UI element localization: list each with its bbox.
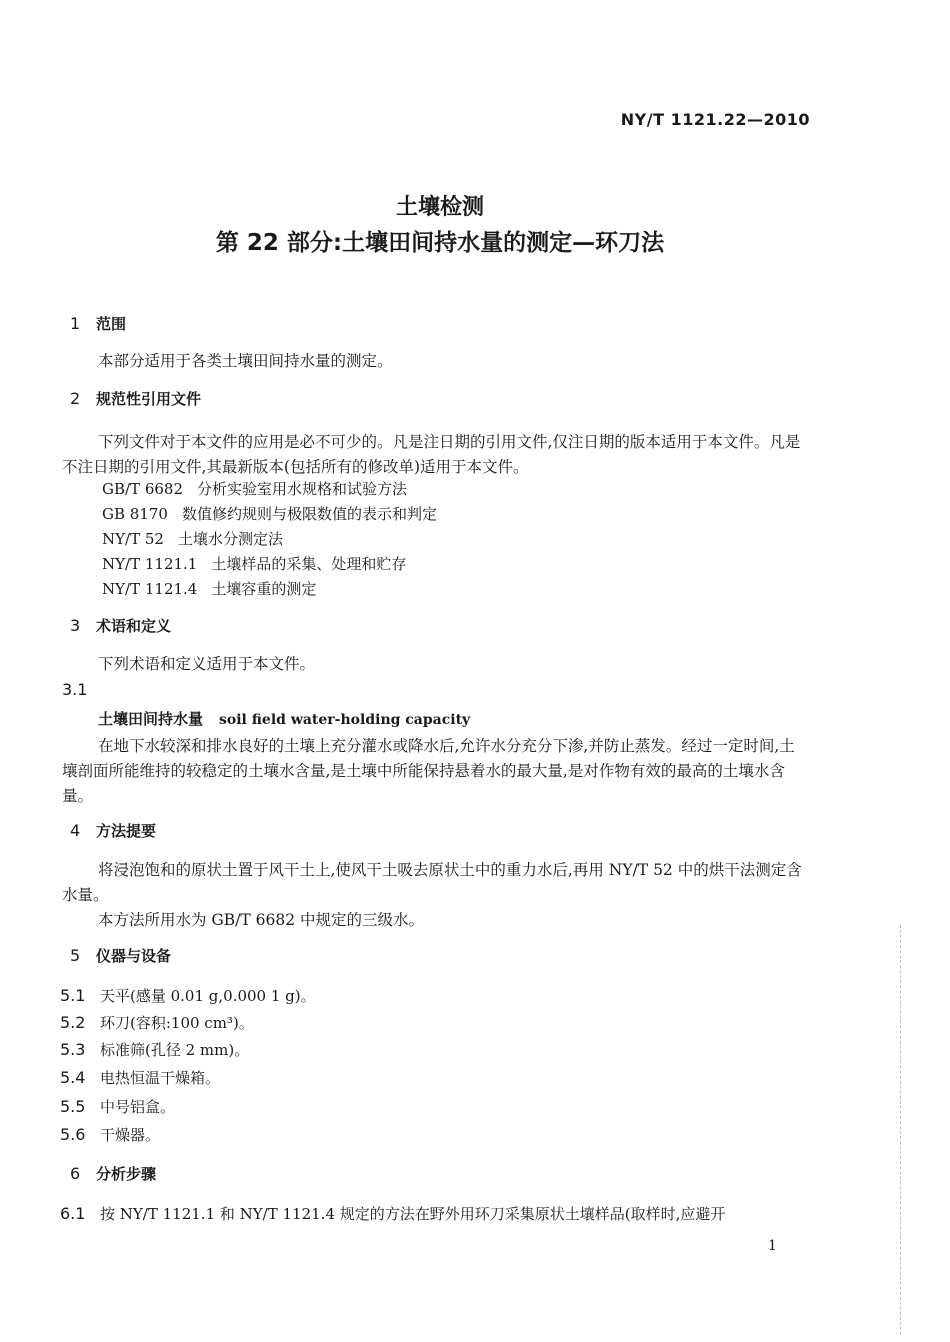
standard-code: NY/T 1121.22—2010 (620, 110, 810, 129)
term-number: 3.1 (62, 680, 88, 699)
scope-paragraph: 本部分适用于各类土壤田间持水量的测定。 (98, 352, 393, 370)
item-text: 电热恒温干燥箱。 (100, 1069, 221, 1087)
section-heading-apparatus (70, 945, 171, 966)
reference-name: 土壤容重的测定 (211, 580, 317, 598)
procedure-item (60, 1203, 725, 1224)
section-title: 仪器与设备 (96, 947, 172, 965)
reference-item (102, 478, 407, 499)
section-title: 分析步骤 (96, 1165, 157, 1183)
page-number: 1 (768, 1238, 777, 1254)
method-paragraph-2: 本方法所用水为 GB/T 6682 中规定的三级水。 (98, 911, 425, 929)
section-number: 4 (70, 821, 81, 840)
scan-edge-line (900, 925, 901, 1335)
term-heading (98, 708, 470, 729)
reference-name: 分析实验室用水规格和试验方法 (197, 480, 408, 498)
reference-code: GB 8170 (102, 505, 168, 523)
item-number: 6.1 (60, 1204, 86, 1223)
item-text: 中号铝盒。 (100, 1098, 176, 1116)
item-number: 5.6 (60, 1125, 86, 1144)
section-number: 1 (70, 314, 81, 333)
apparatus-item (60, 1039, 249, 1060)
reference-code: GB/T 6682 (102, 480, 184, 498)
reference-item (102, 528, 283, 549)
section-number: 6 (70, 1164, 81, 1183)
terms-paragraph: 下列术语和定义适用于本文件。 (98, 655, 316, 673)
section-heading-normative-references (70, 388, 201, 409)
item-number: 5.5 (60, 1097, 86, 1116)
method-paragraph-1: 将浸泡饱和的原状土置于风干土上,使风干土吸去原状土中的重力水后,再用 NY/T 52 中的烘干法测定含水量。 (62, 861, 802, 904)
item-text: 标准筛(孔径 2 mm)。 (100, 1041, 250, 1059)
reference-code: NY/T 1121.1 (102, 555, 198, 573)
apparatus-item (60, 1096, 175, 1117)
document-subtitle: 第 22 部分:土壤田间持水量的测定—环刀法 (215, 230, 665, 256)
item-text: 按 NY/T 1121.1 和 NY/T 1121.4 规定的方法在野外用环刀采集原状土壤样品(取样时,应避开 (100, 1205, 726, 1223)
document-title: 土壤检测 (395, 195, 484, 220)
section-heading-terms (70, 615, 171, 636)
item-text: 天平(感量 0.01 g,0.000 1 g)。 (100, 987, 316, 1005)
term-definition: 在地下水较深和排水良好的土壤上充分灌水或降水后,允许水分充分下渗,并防止蒸发。经过一定时间,土壤剖面所能维持的较稳定的土壤水含量,是土壤中所能保持悬着水的最大量,是对作物有效的最高的土壤水含量。 (62, 737, 795, 805)
reference-item (102, 553, 406, 574)
item-number: 5.4 (60, 1068, 86, 1087)
reference-item (102, 578, 316, 599)
term-english: soil field water-holding capacity (219, 712, 471, 728)
reference-code: NY/T 1121.4 (102, 580, 198, 598)
section-title: 方法提要 (96, 822, 157, 840)
section-title: 规范性引用文件 (96, 390, 202, 408)
reference-code: NY/T 52 (102, 530, 164, 548)
section-number: 2 (70, 389, 81, 408)
apparatus-item (60, 1067, 220, 1088)
section-number: 3 (70, 616, 81, 635)
item-number: 5.1 (60, 986, 86, 1005)
reference-name: 土壤水分测定法 (177, 530, 283, 548)
apparatus-item (60, 1012, 254, 1033)
section-heading-procedure (70, 1163, 156, 1184)
reference-item (102, 503, 437, 524)
references-paragraph: 下列文件对于本文件的应用是必不可少的。凡是注日期的引用文件,仅注日期的版本适用于本文件。凡是不注日期的引用文件,其最新版本(包括所有的修改单)适用于本文件。 (62, 433, 801, 476)
term-chinese: 土壤田间持水量 (98, 710, 204, 728)
item-number: 5.2 (60, 1013, 86, 1032)
section-number: 5 (70, 946, 81, 965)
apparatus-item (60, 985, 316, 1006)
apparatus-item (60, 1124, 160, 1145)
item-number: 5.3 (60, 1040, 86, 1059)
item-text: 环刀(容积:100 cm³)。 (100, 1014, 254, 1032)
section-heading-method-summary (70, 820, 156, 841)
reference-name: 土壤样品的采集、处理和贮存 (211, 555, 407, 573)
item-text: 干燥器。 (100, 1126, 161, 1144)
section-title: 范围 (96, 315, 127, 333)
section-title: 术语和定义 (96, 617, 172, 635)
section-heading-scope (70, 313, 126, 334)
reference-name: 数值修约规则与极限数值的表示和判定 (181, 505, 437, 523)
